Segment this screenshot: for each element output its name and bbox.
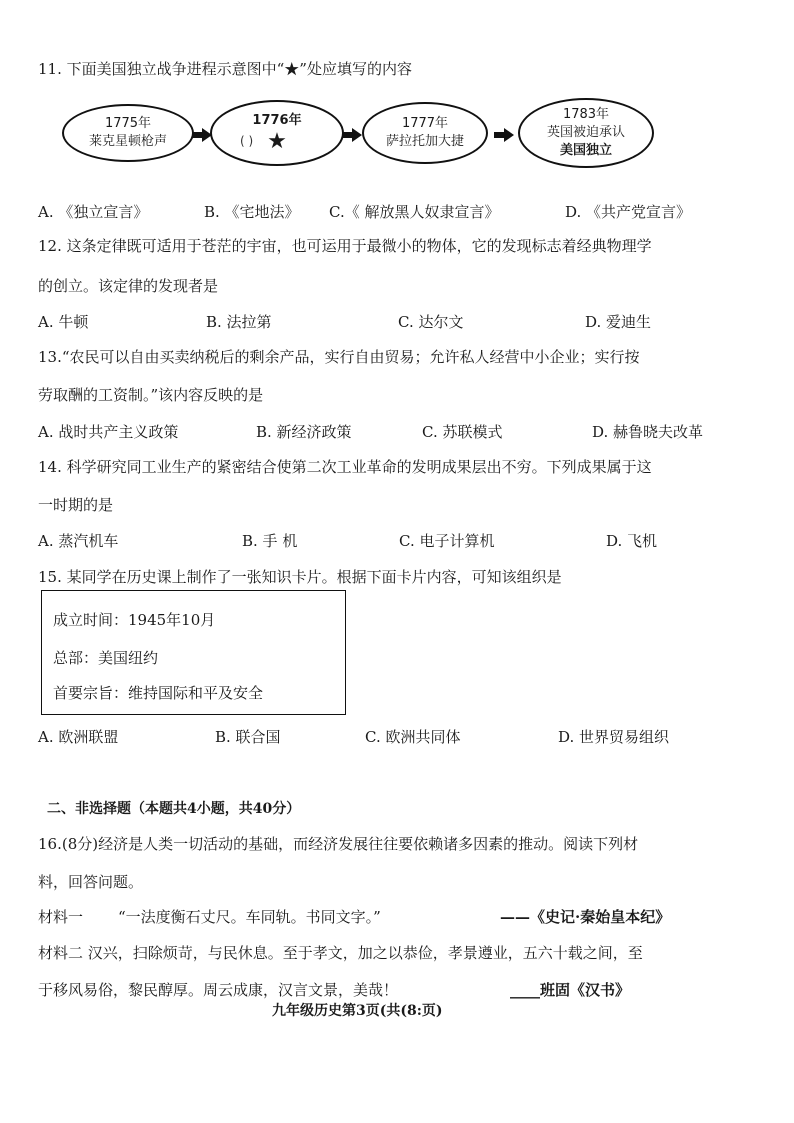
q11-option-b[interactable]: B. 《宅地法》 [204,203,300,221]
q11-flow-diagram [58,98,658,188]
q14-option-d[interactable]: D. 飞机 [606,532,658,550]
section-heading: 二、非选择题（本题共4小题，共40分） [47,801,301,817]
q15-option-d[interactable]: D. 世界贸易组织 [558,728,670,746]
q13-option-a[interactable]: A. 战时共产主义政策 [38,423,179,441]
q13-option-c[interactable]: C. 苏联模式 [422,423,503,441]
right-arrow-icon [342,128,362,142]
q13-stem-line1: 13.“农民可以自由买卖纳税后的剩余产品，实行自由贸易；允许私人经营中小企业；实行按 [38,348,640,366]
flow-year: 1783年 [562,107,610,122]
flow-year: 1775年 [104,116,152,131]
q12-stem-line2: 的创立。该定律的发现者是 [38,277,219,295]
card-headquarters: 总部：美国纽约 [53,649,159,667]
q15-stem: 15. 某同学在历史课上制作了一张知识卡片。根据下面卡片内容，可知该组织是 [38,568,562,586]
q15-option-c[interactable]: C. 欧洲共同体 [365,728,461,746]
flow-node-1776 [210,100,344,166]
flow-node-1775 [62,104,194,162]
q11-option-d[interactable]: D. 《共产党宣言》 [565,203,692,221]
q11-stem: 11. 下面美国独立战争进程示意图中“★”处应填写的内容 [38,60,412,78]
q16-stem-line1: 16.(8分)经济是人类一切活动的基础，而经济发展往往要依赖诸多因素的推动。阅读下列材 [38,835,639,853]
flow-event: 英国被迫承认 [546,125,625,140]
material-2-line2: 于移风易俗，黎民醇厚。周云成康，汉言文景，美哉！ [38,981,399,999]
q12-option-b[interactable]: B. 法拉第 [206,313,272,331]
material-2-line1: 材料二 汉兴，扫除烦苛，与民休息。至于孝文，加之以恭俭，孝景遵业，五六十载之间，至 [38,944,643,962]
right-arrow-icon [494,128,514,142]
card-purpose: 首要宗旨：维持国际和平及安全 [53,684,264,702]
q11-option-c[interactable]: C.《 解放黑人奴隶宣言》 [329,203,500,221]
flow-year: 1776年 [252,113,302,128]
q12-option-c[interactable]: C. 达尔文 [398,313,464,331]
q14-option-c[interactable]: C. 电子计算机 [399,532,495,550]
q14-option-a[interactable]: A. 蒸汽机车 [38,532,119,550]
page-footer: 九年级历史第3页(共(8:页) [272,1003,443,1019]
q13-option-d[interactable]: D. 赫鲁晓夫改革 [592,423,704,441]
flow-blank: ( ) [240,134,254,148]
material-1-text: “一法度衡石丈尺。车同轨。书同文字。” [118,908,381,926]
q13-option-b[interactable]: B. 新经济政策 [256,423,352,441]
material-2-source: ____班固《汉书》 [510,981,631,999]
flow-event: 萨拉托加大捷 [385,134,464,149]
q14-stem-line2: 一时期的是 [38,496,114,514]
q12-option-d[interactable]: D. 爱迪生 [585,313,652,331]
q12-stem-line1: 12. 这条定律既可适用于苍茫的宇宙，也可运用于最微小的物体，它的发现标志着经典物理学 [38,237,652,255]
material-1-source: ——《史记·秦始皇本纪》 [500,908,671,926]
flow-node-1783 [518,98,654,168]
card-founded: 成立时间：1945年10月 [53,611,216,629]
q13-stem-line2: 劳取酬的工资制。”该内容反映的是 [38,386,264,404]
q14-option-b[interactable]: B. 手 机 [242,532,298,550]
q15-option-b[interactable]: B. 联合国 [215,728,281,746]
q14-stem-line1: 14. 科学研究同工业生产的紧密结合使第二次工业革命的发明成果层出不穷。下列成果属于这 [38,458,652,476]
q11-option-a[interactable]: A. 《独立宣言》 [38,203,149,221]
flow-node-1777 [362,102,488,164]
flow-year: 1777年 [401,116,449,131]
flow-event: 莱克星顿枪声 [88,134,167,149]
right-arrow-icon [192,128,212,142]
knowledge-card [41,590,346,715]
q15-option-a[interactable]: A. 欧洲联盟 [38,728,119,746]
q12-option-a[interactable]: A. 牛顿 [38,313,89,331]
flow-event-2: 美国独立 [559,143,612,158]
star-icon: ★ [267,129,287,154]
material-1-label: 材料一 [38,908,84,926]
q16-stem-line2: 料，回答问题。 [38,873,144,891]
